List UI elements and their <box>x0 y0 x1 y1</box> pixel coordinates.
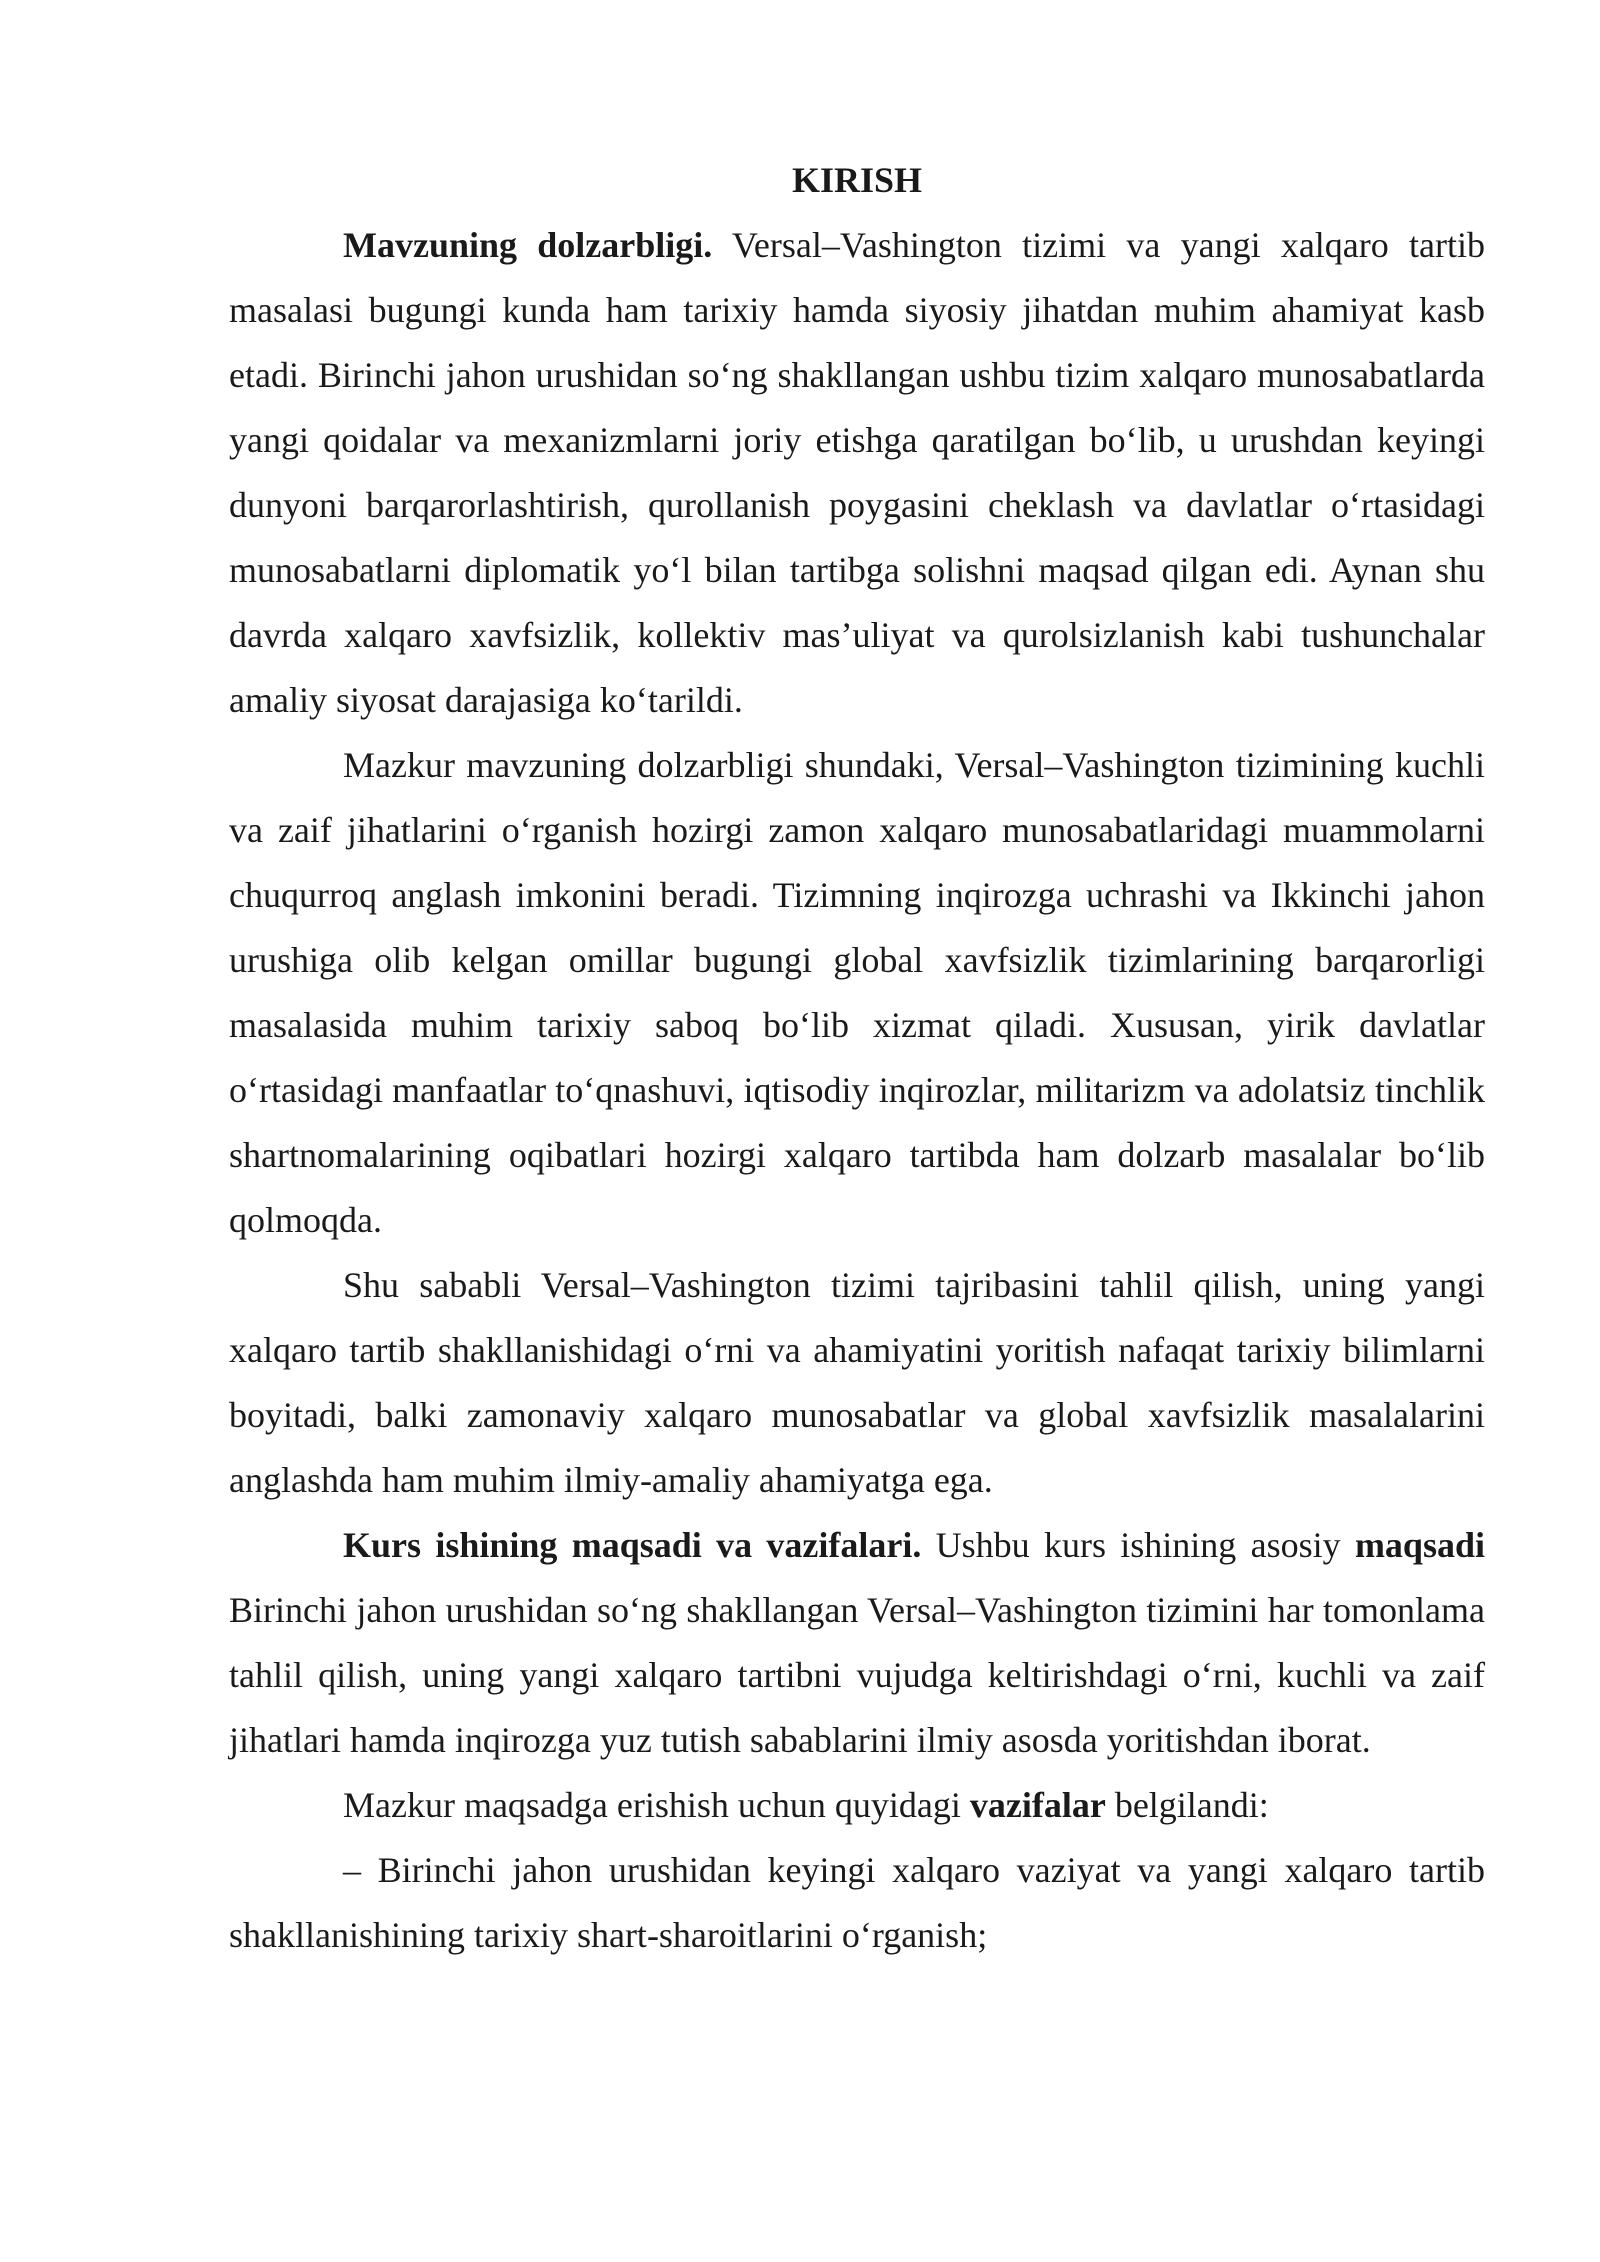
document-page <box>229 148 1485 1968</box>
page-title: KIRISH <box>791 160 923 200</box>
goal-keyword: maqsadi <box>1354 1525 1485 1565</box>
relevance-text: Versal–Vashington tizimi va yangi xalqaro tartib masalasi bugungi kunda ham tarixiy hamda siyosiy jihatdan muhim ahamiyat kasb etadi. Birinchi jahon urushidan so‘ng shakllangan ushbu tizim xalqaro munosabatlarda yangi qoidalar va mexanizmlarni joriy etishga qaratilgan bo‘lib, u urushdan keyingi dunyoni barqarorlashtirish, qurollanish poygasini cheklash va davlatlar o‘rtasidagi munosabatlarni diplomatik yo‘l bilan tartibga solishni maqsad qilgan edi. Aynan shu davrda xalqaro xavfsizlik, kollektiv mas’uliyat va qurolsizlanish kabi tushunchalar amaliy siyosat darajasiga ko‘tarildi. <box>229 225 1486 720</box>
paragraph-relevance <box>229 213 1485 733</box>
paragraph-goals <box>229 1513 1485 1773</box>
goals-text-2: Birinchi jahon urushidan so‘ng shakllangan Versal–Vashington tizimini har tomonlama tahlil qilish, uning yangi xalqaro tartibni vujudga keltirishdagi o‘rni, kuchli va zaif jihatlari hamda inqirozga yuz tutish sabablarini ilmiy asosda yoritishdan iborat. <box>229 1590 1485 1760</box>
paragraph-conclusion: Shu sababli Versal–Vashington tizimi tajribasini tahlil qilish, uning yangi xalqaro tartib shakllanishidagi o‘rni va ahamiyatini yoritish nafaqat tarixiy bilimlarni boyitadi, balki zamonaviy xalqaro munosabatlar va global xavfsizlik masalalarini anglashda ham muhim ilmiy-amaliy ahamiyatga ega. <box>229 1265 1485 1500</box>
task-list-item: – Birinchi jahon urushidan keyingi xalqaro vaziyat va yangi xalqaro tartib shakllanishining tarixiy shart-sharoitlarini o‘rganish; <box>229 1850 1485 1955</box>
goals-text-1: Ushbu kurs ishining asosiy <box>921 1525 1355 1565</box>
relevance-heading: Mavzuning dolzarbligi. <box>343 225 713 265</box>
tasks-intro-text-1: Mazkur maqsadga erishish uchun quyidagi <box>343 1785 970 1825</box>
paragraph-tasks-intro <box>229 1773 1485 1838</box>
goals-heading: Kurs ishining maqsadi va vazifalari. <box>343 1525 922 1565</box>
paragraph-relevance-details: Mazkur mavzuning dolzarbligi shundaki, Versal–Vashington tizimining kuchli va zaif jihatlarini o‘rganish hozirgi zamon xalqaro munosabatlaridagi muammolarni chuqurroq anglash imkonini beradi. Tizimning inqirozga uchrashi va Ikkinchi jahon urushiga olib kelgan omillar bugungi global xavfsizlik tizimlarining barqarorligi masalasida muhim tarixiy saboq bo‘lib xizmat qiladi. Xususan, yirik davlatlar o‘rtasidagi manfaatlar to‘qnashuvi, iqtisodiy inqirozlar, militarizm va adolatsiz tinchlik shartnomalarining oqibatlari hozirgi xalqaro tartibda ham dolzarb masalalar bo‘lib qolmoqda. <box>229 745 1485 1240</box>
tasks-keyword: vazifalar <box>969 1785 1106 1825</box>
tasks-intro-text-2: belgilandi: <box>1105 1785 1269 1825</box>
